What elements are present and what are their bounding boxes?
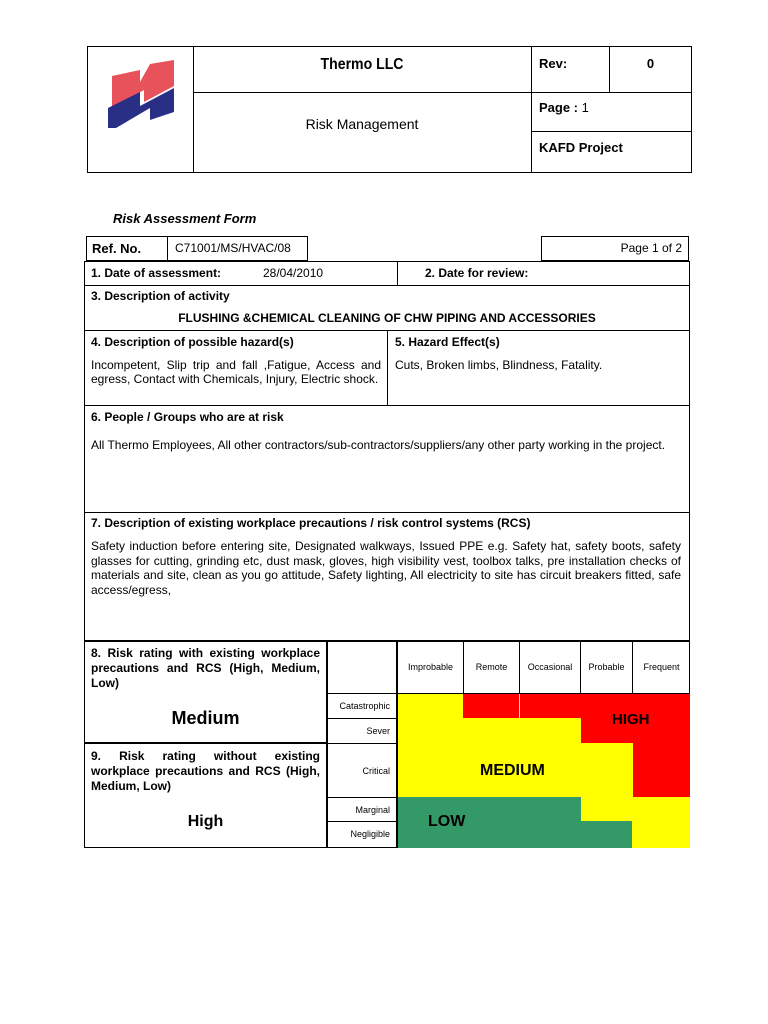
page-of-text: Page 1 of 2 (620, 241, 682, 255)
rating-without-value: High (187, 813, 224, 830)
company-logo (104, 58, 178, 132)
project-name: KAFD Project (539, 140, 623, 155)
company-name: Thermo LLC (320, 56, 404, 73)
severity-negligible: Negligible (350, 829, 390, 839)
rating-without-label: 9. Risk rating without existing workplace precautions and RCS (High, Medium, Low) (91, 749, 320, 793)
zone-low-marginal (398, 797, 581, 821)
review-date-label: 2. Date for review: (425, 266, 529, 280)
likelihood-frequent: Frequent (643, 662, 680, 672)
assessment-date-value: 28/04/2010 (263, 266, 324, 280)
page-label: Page : (539, 100, 579, 115)
likelihood-improbable: Improbable (407, 662, 454, 672)
zone-high-label: HIGH (612, 711, 650, 728)
severity-marginal: Marginal (355, 805, 390, 815)
form-title: Risk Assessment Form (113, 211, 257, 226)
rating-with-label: 8. Risk rating with existing workplace precautions and RCS (High, Medium, Low) (91, 646, 320, 690)
assessment-date-label: 1. Date of assessment: (91, 266, 222, 280)
zone-high-remote-cat (463, 694, 519, 718)
activity-label: 3. Description of activity (91, 289, 230, 303)
zone-medium-label: MEDIUM (480, 762, 545, 779)
rating-with-value: Medium (171, 708, 240, 728)
hazards-label: 4. Description of possible hazard(s) (91, 335, 294, 349)
people-text: All Thermo Employees, All other contractors/sub-contractors/suppliers/any other party working in the project. (91, 438, 666, 452)
activity-value: FLUSHING &CHEMICAL CLEANING OF CHW PIPING AND ACCESSORIES (178, 311, 596, 325)
severity-sever: Sever (366, 726, 390, 736)
likelihood-remote: Remote (475, 662, 508, 672)
zone-high-cat (520, 694, 690, 718)
effects-text: Cuts, Broken limbs, Blindness, Fatality. (395, 358, 603, 372)
precautions-text: Safety induction before entering site, Designated walkways, Issued PPE e.g. Safety hat, safety boots, safety glasses for cutting, grinding etc, dust mask, gloves, high visibility vest, toolbox talks, pre installation checks of materials and site, clean as you go attitude, Safety lighting, All electricity to site has circuit breakers fitted, safe access/egress, (91, 539, 681, 597)
ref-label: Ref. No. (92, 241, 142, 256)
people-label: 6. People / Groups who are at risk (91, 410, 284, 424)
rev-label: Rev: (539, 56, 568, 71)
ref-number: C71001/MS/HVAC/08 (175, 241, 291, 255)
rev-value: 0 (646, 56, 655, 71)
hazards-text: Incompetent, Slip trip and fall ,Fatigue, Access and egress, Contact with Chemicals, Injury, Electric shock. (91, 358, 381, 386)
page-value: 1 (581, 100, 589, 115)
effects-label: 5. Hazard Effect(s) (395, 335, 500, 349)
page-field (539, 100, 589, 115)
zone-low-label: LOW (428, 813, 466, 830)
document-title: Risk Management (305, 116, 419, 132)
zone-high-critical (633, 743, 690, 797)
severity-critical: Critical (362, 766, 390, 776)
likelihood-probable: Probable (588, 662, 625, 672)
severity-catastrophic: Catastrophic (339, 701, 390, 711)
precautions-label: 7. Description of existing workplace precautions / risk control systems (RCS) (91, 516, 531, 530)
likelihood-occasional: Occasional (527, 662, 573, 672)
